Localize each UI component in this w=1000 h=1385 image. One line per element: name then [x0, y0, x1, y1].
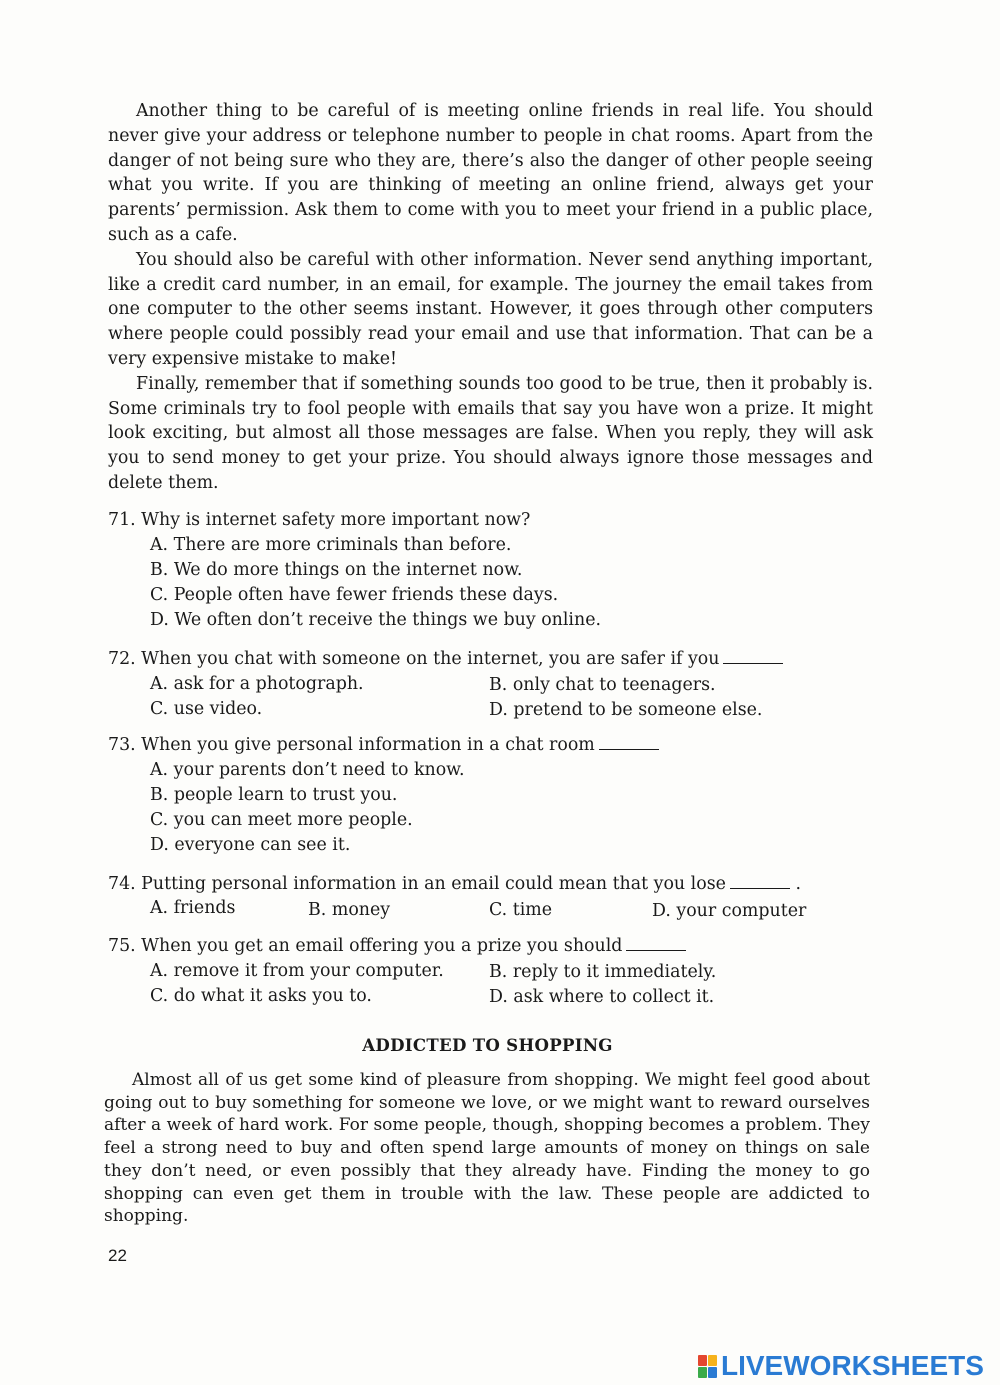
question-73-option-c[interactable]: C. you can meet more people. — [150, 810, 413, 830]
question-73 — [108, 733, 659, 758]
question-75-option-d[interactable]: D. ask where to collect it. — [489, 987, 715, 1007]
answer-blank[interactable] — [723, 649, 783, 664]
question-75 — [108, 934, 686, 959]
question-74 — [108, 872, 801, 897]
question-75-stem: 75. When you get an email offering you a prize you should — [108, 936, 623, 956]
answer-blank[interactable] — [730, 874, 790, 889]
question-72-option-d[interactable]: D. pretend to be someone else. — [489, 700, 763, 720]
question-72-option-b[interactable]: B. only chat to teenagers. — [489, 675, 716, 695]
logo-mark-icon — [698, 1355, 717, 1378]
question-74-option-b[interactable]: B. money — [308, 900, 391, 920]
answer-blank[interactable] — [599, 735, 659, 750]
question-75-option-c[interactable]: C. do what it asks you to. — [150, 986, 372, 1006]
page-number: 22 — [108, 1246, 127, 1265]
question-75-option-a[interactable]: A. remove it from your computer. — [150, 961, 444, 981]
passage-paragraph: Finally, remember that if something sounds too good to be true, then it probably is. Some criminals try to fool people with emails that say you have won a prize. It might look exciting, but almost all those messages are false. When you reply, they will ask you to send money to get your prize. You should always ignore those messages and delete them. — [108, 373, 873, 493]
question-71-option-b[interactable]: B. We do more things on the internet now. — [150, 560, 523, 580]
passage-paragraph: You should also be careful with other information. Never send anything important, like a credit card number, in an email, for example. The journey the email takes from one computer to the other seems instant. However, it goes through other computers where people could possibly read your email and use that information. That can be a very expensive mistake to make! — [108, 249, 873, 369]
question-72-option-a[interactable]: A. ask for a photograph. — [150, 674, 364, 694]
question-74-option-a[interactable]: A. friends — [150, 898, 236, 918]
question-71-option-c[interactable]: C. People often have fewer friends these days. — [150, 585, 559, 605]
reading-passage-shopping — [104, 1069, 870, 1228]
question-72-option-c[interactable]: C. use video. — [150, 699, 263, 719]
question-75-option-b[interactable]: B. reply to it immediately. — [489, 962, 717, 982]
reading-passage-internet-safety — [108, 99, 873, 496]
section-title: ADDICTED TO SHOPPING — [362, 1035, 613, 1055]
question-71-option-a[interactable]: A. There are more criminals than before. — [150, 535, 512, 555]
question-74-end: . — [795, 874, 801, 894]
question-71-option-d[interactable]: D. We often don’t receive the things we buy online. — [150, 610, 602, 630]
question-74-option-c[interactable]: C. time — [489, 900, 553, 920]
question-72-stem: 72. When you chat with someone on the internet, you are safer if you — [108, 649, 720, 669]
question-72 — [108, 647, 783, 672]
question-73-option-d[interactable]: D. everyone can see it. — [150, 835, 351, 855]
liveworksheets-logo — [698, 1349, 984, 1383]
passage-paragraph: Almost all of us get some kind of pleasure from shopping. We might feel good about going out to buy something for someone we love, or we might want to reward ourselves after a week of hard work. For some people, though, shopping becomes a problem. They feel a strong need to buy and often spend large amounts of money on things on sale they don’t need, or even possibly that they already have. Finding the money to go shopping can even get them in trouble with the law. These people are addicted to shopping. — [104, 1070, 870, 1227]
passage-paragraph: Another thing to be careful of is meeting online friends in real life. You should never give your address or telephone number to people in chat rooms. Apart from the danger of not being sure who they are, there’s also the danger of other people seeing what you write. If you are thinking of meeting an online friend, always get your parents’ permission. Ask them to come with you to meet your friend in a public place, such as a cafe. — [108, 101, 873, 245]
question-73-option-b[interactable]: B. people learn to trust you. — [150, 785, 398, 805]
question-73-stem: 73. When you give personal information in a chat room — [108, 735, 595, 755]
answer-blank[interactable] — [626, 936, 686, 951]
question-71-stem: 71. Why is internet safety more important now? — [108, 510, 531, 530]
logo-text: LIVEWORKSHEETS — [721, 1350, 984, 1381]
question-74-option-d[interactable]: D. your computer — [652, 901, 807, 921]
question-74-stem: 74. Putting personal information in an email could mean that you lose — [108, 874, 726, 894]
question-73-option-a[interactable]: A. your parents don’t need to know. — [150, 760, 465, 780]
